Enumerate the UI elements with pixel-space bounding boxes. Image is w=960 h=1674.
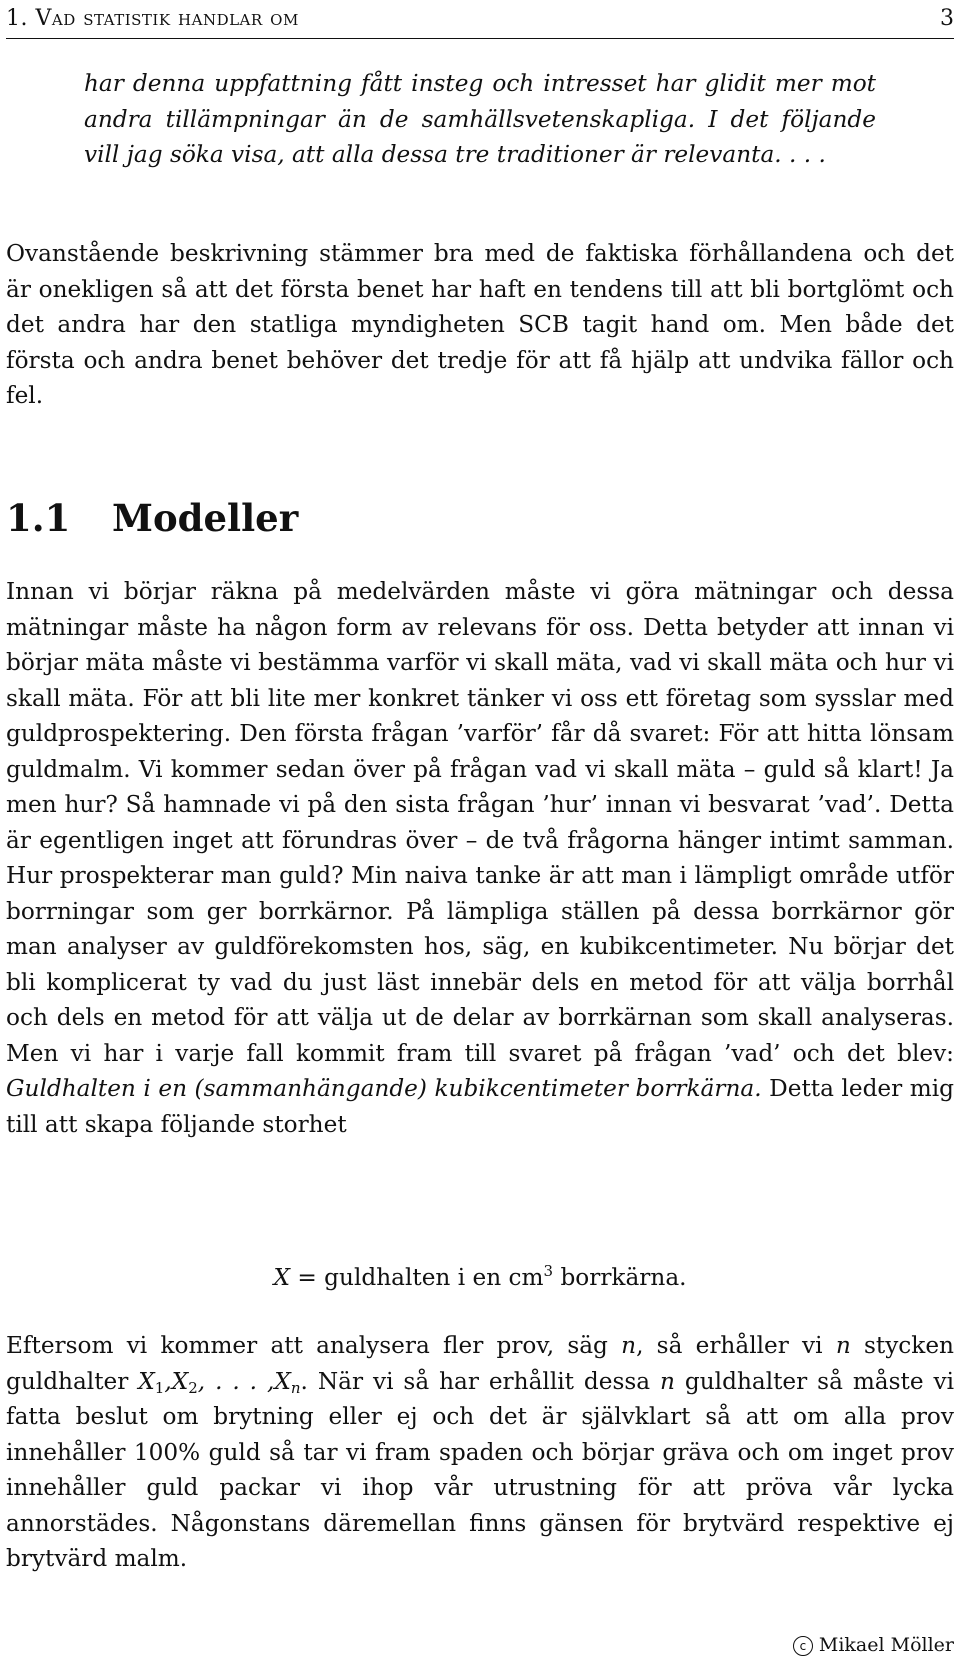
equation-rhs: = guldhalten i en cm (297, 1264, 544, 1291)
math-x: X (171, 1367, 189, 1395)
paragraph-text: Eftersom vi kommer att analysera fler prov, säg (6, 1332, 608, 1359)
intro-paragraph: Ovanstående beskrivning stämmer bra med de faktiska förhållandena och det är onekligen så att det första benet har haft en tendens till att bli bortglömt och det andra har den statliga myndigheten SCB tagit hand om. Men både det första och andra benet behöver det tredje för att få hjälp att undvika fällor och fel. (6, 240, 954, 409)
math-n: n (621, 1332, 637, 1359)
math-sequence (138, 1368, 300, 1395)
running-header (6, 4, 954, 39)
paragraph-text: stycken guldhalter (6, 1332, 954, 1395)
paragraph-text: . När vi så har erhållit dessa (300, 1367, 651, 1395)
body-paragraph-2 (6, 1328, 954, 1577)
math-n: n (660, 1367, 675, 1395)
paragraph-text: , så erhåller vi (636, 1332, 823, 1359)
equation-tail: borrkärna. (560, 1264, 687, 1291)
math-subscript: 2 (188, 1378, 198, 1397)
emphasized-definition: Guldhalten i en (sammanhängande) kubikcentimeter borrkärna. (6, 1075, 762, 1102)
paragraph-tail: Detta leder mig till att skapa följande storhet (6, 1075, 954, 1138)
section-number: 1.1 (6, 496, 71, 540)
math-n: n (835, 1332, 851, 1359)
paragraph-text: guldhalter så måste vi fatta beslut om brytning eller ej och det är självklart så att om alla prov innehåller 100% guld så tar vi fram spaden och börjar gräva och om inget prov innehåller guld packar vi ihop vår utrustning för att pröva vår lycka annorstädes. Någonstans däremellan finns gänsen för brytvärd respektive ej brytvärd malm. (6, 1367, 955, 1572)
author-name: Mikael Möller (818, 1634, 954, 1656)
math-subscript (291, 1379, 301, 1397)
copyright-icon: c (793, 1636, 813, 1656)
section-heading (6, 494, 298, 542)
math-x: X (274, 1367, 291, 1395)
chapter-title: 1. Vad statistik handlar om (6, 6, 299, 31)
math-subscript-n: n (290, 1378, 301, 1397)
page-number: 3 (940, 6, 954, 31)
display-equation (0, 1260, 960, 1296)
math-x: X (138, 1367, 155, 1395)
section-title: Modeller (112, 496, 299, 540)
math-subscript: 1 (154, 1378, 165, 1397)
quote-block: har denna uppfattning fått insteg och intresset har glidit mer mot andra tillämpningar än de samhällsvetenskapliga. I det följande vill jag söka visa, att alla dessa tre traditioner är relevanta. . . . (84, 70, 876, 168)
math-dots: , . . . , (197, 1367, 275, 1395)
math-sep: , (164, 1367, 172, 1395)
equation-variable: X (273, 1264, 290, 1291)
equation-exponent: 3 (543, 1262, 554, 1280)
paragraph-text: Innan vi börjar räkna på medelvärden måste vi göra mätningar och dessa mätningar måste ha någon form av relevans för oss. Detta betyder att innan vi börjar mäta måste vi bestämma varför vi skall mäta, vad vi skall mäta och hur vi skall mäta. För att bli lite mer konkret tänker vi oss ett företag som sysslar med guldprospektering. Den första frågan ’varför’ får då svaret: För att hitta lönsam guldmalm. Vi kommer sedan över på frågan vad vi skall mäta – guld så klart! Ja men hur? Så hamnade vi på den sista frågan ’hur’ innan vi besvarat ’vad’. Detta är egentligen inget att förundras över – de två frågorna hänger intimt samman. Hur prospekterar man guld? Min naiva tanke är att man i lämpligt område utför borrningar som ger borrkärnor. På lämpliga ställen på dessa borrkärnor gör man analyser av guldförekomsten hos, säg, en kubikcentimeter. Nu börjar det bli komplicerat ty vad du just läst innebär dels en metod för att välja borrhål och dels en metod för att välja ut de delar av borrkärnan som skall analyseras. Men vi har i varje fall kommit fram till svaret på frågan ’vad’ och det blev: (6, 578, 954, 1067)
footer-copyright (793, 1632, 954, 1658)
body-paragraph-1 (6, 574, 954, 1142)
